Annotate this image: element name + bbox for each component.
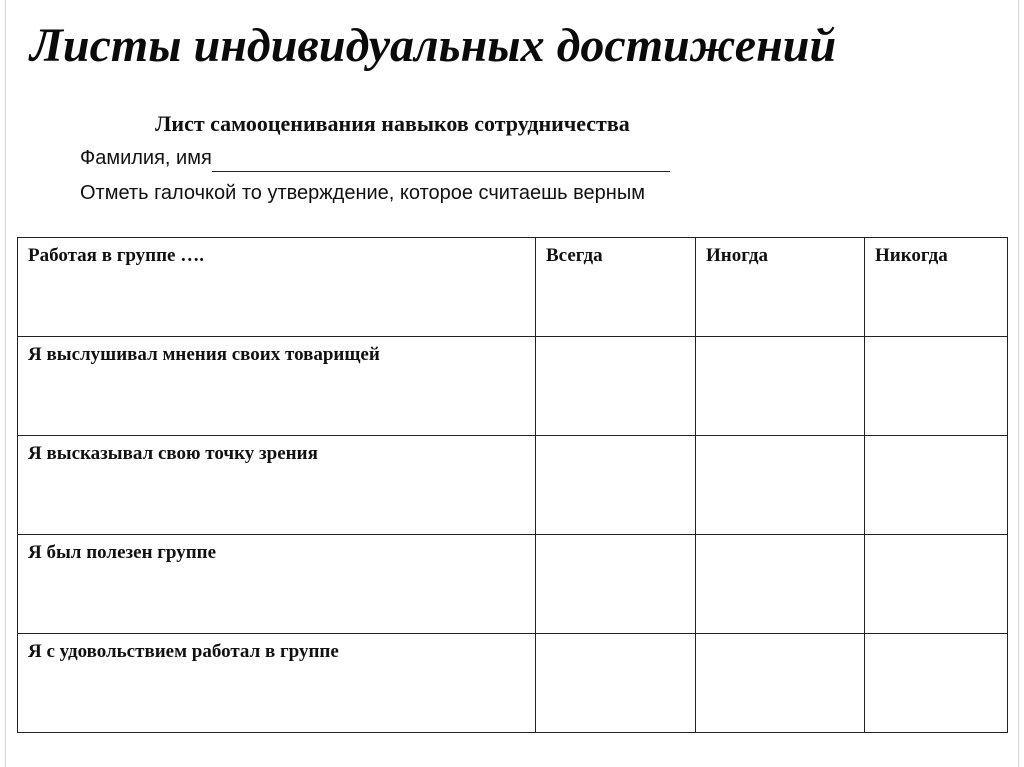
checkbox-cell-never[interactable] bbox=[865, 535, 1008, 634]
header-always: Всегда bbox=[536, 238, 696, 337]
statement-cell: Я высказывал свою точку зрения bbox=[18, 436, 536, 535]
table-header-row bbox=[18, 238, 1008, 337]
checkbox-cell-never[interactable] bbox=[865, 436, 1008, 535]
instruction-text: Отметь галочкой то утверждение, которое считаешь верным bbox=[80, 182, 645, 204]
checkbox-cell-always[interactable] bbox=[536, 436, 696, 535]
checkbox-cell-always[interactable] bbox=[536, 337, 696, 436]
header-statement: Работая в группе …. bbox=[18, 238, 536, 337]
checkbox-cell-always[interactable] bbox=[536, 535, 696, 634]
checkbox-cell-sometimes[interactable] bbox=[696, 337, 865, 436]
checkbox-cell-never[interactable] bbox=[865, 337, 1008, 436]
frame-right-edge bbox=[1018, 0, 1019, 767]
table-row bbox=[18, 634, 1008, 733]
table-row bbox=[18, 436, 1008, 535]
frame-left-edge bbox=[5, 0, 6, 767]
sheet-heading: Лист самооценивания навыков сотрудничества bbox=[155, 111, 630, 136]
checkbox-cell-never[interactable] bbox=[865, 634, 1008, 733]
checkbox-cell-sometimes[interactable] bbox=[696, 436, 865, 535]
statement-cell: Я был полезен группе bbox=[18, 535, 536, 634]
slide-title: Листы индивидуальных достижений bbox=[30, 19, 837, 72]
name-field-row bbox=[80, 144, 670, 172]
header-sometimes: Иногда bbox=[696, 238, 865, 337]
name-blank-line[interactable] bbox=[212, 151, 670, 172]
self-assessment-table bbox=[17, 237, 1008, 733]
statement-cell: Я с удовольствием работал в группе bbox=[18, 634, 536, 733]
table-row bbox=[18, 535, 1008, 634]
statement-cell: Я выслушивал мнения своих товарищей bbox=[18, 337, 536, 436]
checkbox-cell-sometimes[interactable] bbox=[696, 634, 865, 733]
checkbox-cell-sometimes[interactable] bbox=[696, 535, 865, 634]
table-row bbox=[18, 337, 1008, 436]
checkbox-cell-always[interactable] bbox=[536, 634, 696, 733]
header-never: Никогда bbox=[865, 238, 1008, 337]
name-label: Фамилия, имя bbox=[80, 147, 212, 169]
